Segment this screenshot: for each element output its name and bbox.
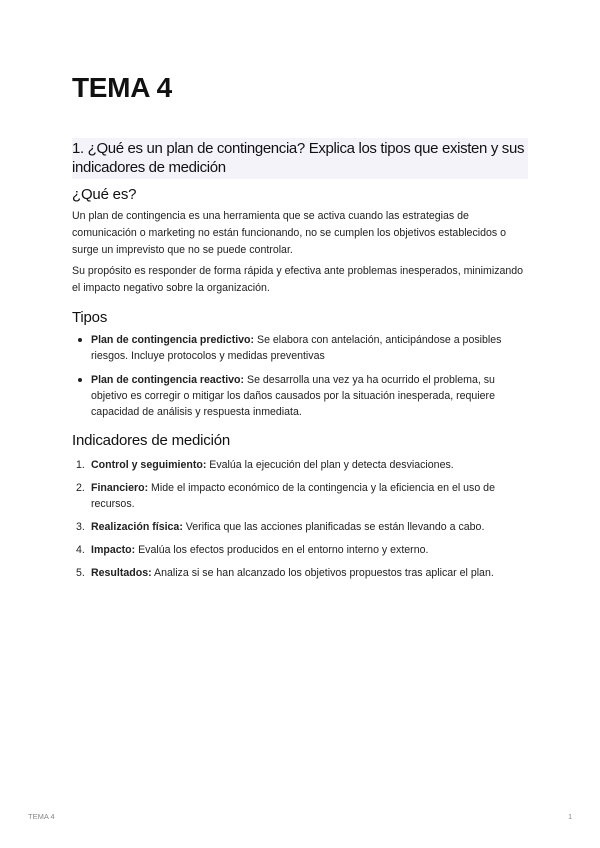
list-item	[72, 519, 528, 535]
page-title: TEMA 4	[72, 72, 172, 103]
list-item-text: Se desarrolla una vez ya ha ocurrido el problema, su objetivo es corregir o mitigar los daños causados por la situación inesperada, requiere capacidad de análisis y respuesta inmediata.	[91, 374, 495, 418]
list-item-text: Se elabora con antelación, anticipándose a posibles riesgos. Incluye protocolos y medidas preventivas	[91, 334, 502, 362]
list-item-term: Financiero:	[91, 482, 149, 494]
list-item	[72, 480, 528, 512]
list-item	[72, 332, 528, 364]
list-item-number: 2.	[76, 482, 85, 494]
question-heading: 1. ¿Qué es un plan de contingencia? Explica los tipos que existen y sus indicadores de medición	[72, 140, 525, 176]
list-item-text: Evalúa los efectos producidos en el entorno interno y externo.	[135, 544, 429, 556]
question-highlight	[72, 138, 528, 179]
footer-title: TEMA 4	[28, 812, 55, 821]
section-heading-indicadores: Indicadores de medición	[72, 432, 230, 449]
list-item-number: 4.	[76, 544, 85, 556]
list-item-term: Plan de contingencia predictivo:	[91, 334, 255, 346]
list-item-term: Plan de contingencia reactivo:	[91, 374, 245, 386]
list-item-number: 1.	[76, 459, 85, 471]
list-item	[72, 542, 528, 558]
list-item-term: Impacto:	[91, 544, 136, 556]
list-item	[72, 565, 528, 581]
list-item-term: Control y seguimiento:	[91, 459, 207, 471]
bullet-icon	[78, 338, 82, 342]
list-item-number: 5.	[76, 567, 85, 579]
list-item-text: Mide el impacto económico de la contingencia y la eficiencia en el uso de recursos.	[91, 482, 495, 510]
section-heading-que-es: ¿Qué es?	[72, 186, 137, 203]
list-item-text: Verifica que las acciones planificadas se están llevando a cabo.	[182, 521, 485, 533]
list-item	[72, 372, 528, 420]
list-item-number: 3.	[76, 521, 85, 533]
section-heading-tipos: Tipos	[72, 309, 108, 326]
list-item-term: Resultados:	[91, 567, 152, 579]
tipos-list	[72, 332, 528, 420]
list-item-text: Analiza si se han alcanzado los objetivos propuestos tras aplicar el plan.	[151, 567, 494, 579]
indicadores-list	[72, 457, 528, 581]
que-es-paragraph-2: Su propósito es responder de forma rápida y efectiva ante problemas inesperados, minimizando el impacto negativo sobre la organización.	[72, 265, 524, 294]
list-item-text: Evalúa la ejecución del plan y detecta desviaciones.	[206, 459, 454, 471]
bullet-icon	[78, 378, 82, 382]
que-es-paragraph-1: Un plan de contingencia es una herramienta que se activa cuando las estrategias de comunicación o marketing no están funcionando, no se cumplen los objetivos establecidos o surge un imprevisto que no se puede controlar.	[72, 210, 507, 256]
list-item-term: Realización física:	[91, 521, 183, 533]
page-number: 1	[568, 812, 573, 821]
list-item	[72, 457, 528, 473]
